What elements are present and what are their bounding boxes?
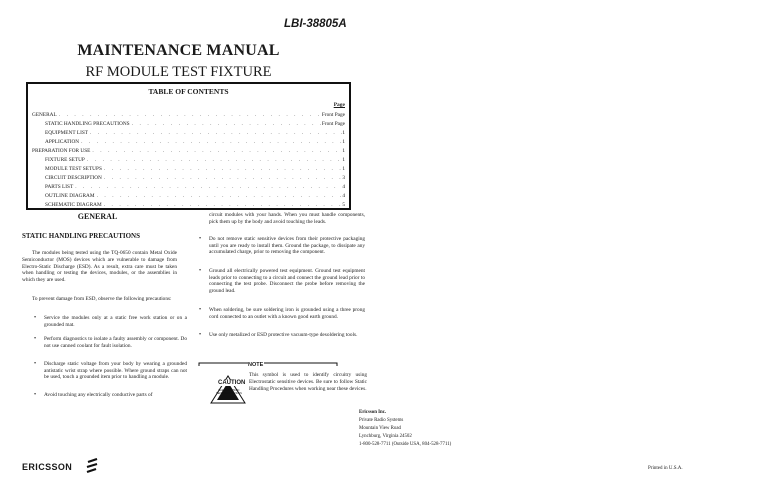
- toc-entry-page: 5: [342, 202, 345, 209]
- caution-subtext: ELECTROSTATIC SENSITIVE DEVICES: [216, 389, 242, 395]
- list-item-text: Discharge static voltage from your body by wearing a grounded antistatic wrist strap where possible. Where ground straps can not be used, touch a grounded item prior to handling a module.: [44, 361, 187, 381]
- list-item: [34, 315, 187, 328]
- toc-entry-label: FIXTURE SETUP: [45, 157, 85, 164]
- toc-entry: [32, 129, 345, 138]
- toc-list: [32, 111, 345, 211]
- toc-heading: TABLE OF CONTENTS: [148, 87, 229, 96]
- toc-entry: [32, 138, 345, 147]
- toc-entry: [32, 192, 345, 201]
- toc-entry-page: Front Page: [321, 112, 345, 118]
- toc-leader-dots: [85, 156, 342, 165]
- toc-entry-label: PREPARATION FOR USE: [32, 148, 91, 155]
- address-line: 1-800-528-7711 (Outside USA, 804-528-7711): [359, 441, 452, 447]
- toc-leader-dots: [79, 138, 342, 147]
- list-item: [199, 268, 365, 294]
- toc-leader-dots: [130, 120, 322, 129]
- toc-entry: [32, 120, 345, 129]
- paragraph-continuation: circuit modules with your hands. When you must handle components, pick them up by the body and avoid touching the leads.: [209, 212, 365, 225]
- toc-page-header: Page: [333, 102, 345, 108]
- ericsson-logo-icon: [86, 458, 98, 474]
- bullet-icon: •: [199, 332, 202, 338]
- toc-entry-label: GENERAL: [32, 112, 57, 118]
- list-item-text: Service the modules only at a static free work station or on a grounded mat.: [44, 315, 187, 328]
- note-text: This symbol is used to identify circuitry using Electrostatic sensitive devices. Be sure to follow Static Handling Procedures when working near these devices.: [249, 372, 367, 392]
- toc-leader-dots: [57, 111, 322, 120]
- list-item-text: Perform diagnostics to isolate a faulty assembly or component. Do not use canned coolant for fault isolation.: [44, 336, 187, 349]
- list-item: [34, 392, 187, 399]
- document-number: LBI-38805A: [284, 18, 347, 30]
- toc-entry: [32, 165, 345, 174]
- list-item: [34, 361, 187, 381]
- page-title: MAINTENANCE MANUAL: [77, 42, 280, 59]
- bullet-icon: •: [34, 361, 37, 367]
- list-item-text: When soldering, be sure soldering iron is grounded using a three prong cord connected to an outlet with a known good earth ground.: [209, 307, 365, 320]
- toc-entry: [32, 147, 345, 156]
- toc-entry: [32, 111, 345, 120]
- toc-leader-dots: [90, 147, 342, 156]
- toc-entry-page: 4: [342, 184, 345, 191]
- toc-entry: [32, 156, 345, 165]
- toc-entry-page: Front Page: [321, 121, 345, 128]
- paragraph-intro: The modules being tested using the TQ-0650 contain Metal Oxide Semiconductor (MOS) devices which are vulnerable to damage from Electro-Static Discharge (ESD). As a result, extra care must be taken when handling or testing the devices, modules, or the assemblies in which they are used.: [22, 250, 177, 284]
- toc-entry-label: SCHEMATIC DIAGRAM: [45, 202, 102, 209]
- toc-entry-label: CIRCUIT DESCRIPTION: [45, 175, 102, 182]
- address-line: Mountain View Road: [359, 425, 401, 431]
- toc-entry: [32, 174, 345, 183]
- toc-leader-dots: [102, 201, 343, 210]
- toc-leader-dots: [102, 165, 342, 174]
- address-line: Lynchburg, Virginia 24502: [359, 433, 412, 439]
- list-item: [199, 236, 365, 256]
- table-of-contents: [26, 82, 351, 210]
- list-item-text: Do not remove static sensitive devices from their protective packaging until you are ready to install them. Ground the package, to dissipate any accumulated charge, prior to removing the component.: [209, 236, 365, 256]
- toc-entry-label: PARTS LIST: [45, 184, 74, 191]
- bullet-icon: •: [34, 315, 37, 321]
- address-line: Private Radio Systems: [359, 417, 404, 423]
- toc-entry-label: APPLICATION: [45, 139, 80, 146]
- toc-entry: [32, 183, 345, 192]
- page-subtitle: RF MODULE TEST FIXTURE: [85, 64, 272, 80]
- list-item: [34, 336, 187, 349]
- list-item: [199, 332, 365, 339]
- toc-entry-page: 3: [342, 175, 345, 182]
- ericsson-logo-text: ERICSSON: [22, 462, 73, 472]
- bullet-icon: •: [199, 307, 202, 313]
- toc-leader-dots: [95, 192, 343, 201]
- list-item-text: Avoid touching any electrically conductive parts of: [44, 392, 153, 398]
- toc-entry: [32, 201, 345, 210]
- bullet-icon: •: [34, 336, 37, 342]
- toc-leader-dots: [102, 174, 342, 183]
- list-item-text: Ground all electrically powered test equipment. Ground test equipment leads prior to connecting to a circuit and connect the ground lead prior to connecting the test probe. Disconnect the probe before removing the ground lead.: [209, 268, 365, 294]
- toc-entry-label: EQUIPMENT LIST: [45, 130, 89, 137]
- toc-entry-page: 1: [342, 139, 345, 146]
- toc-leader-dots: [88, 129, 342, 138]
- list-item: [199, 307, 365, 320]
- toc-entry-page: 1: [342, 148, 345, 155]
- toc-entry-label: MODULE TEST SETUPS: [45, 166, 102, 173]
- caution-label: CAUTION: [218, 380, 246, 386]
- section-heading-static: STATIC HANDLING PRECAUTIONS: [22, 232, 140, 240]
- section-heading-general: GENERAL: [77, 212, 118, 221]
- toc-entry-label: STATIC HANDLING PRECAUTIONS: [45, 121, 130, 128]
- toc-entry-page: 1: [342, 130, 345, 137]
- company-name: Ericsson Inc.: [359, 410, 387, 415]
- toc-entry-page: 1: [342, 166, 345, 173]
- company-address: [359, 409, 451, 449]
- printed-notice: Printed in U.S.A.: [648, 466, 683, 471]
- toc-entry-page: 1: [342, 157, 345, 164]
- note-title: NOTE: [248, 362, 264, 368]
- bullet-icon: •: [34, 392, 37, 398]
- paragraph-precautions: To prevent damage from ESD, observe the following precautions:: [32, 296, 172, 302]
- toc-entry-page: 4: [342, 193, 345, 200]
- toc-entry-label: OUTLINE DIAGRAM: [45, 193, 95, 200]
- toc-leader-dots: [73, 183, 342, 192]
- bullet-icon: •: [199, 236, 202, 242]
- bullet-icon: •: [199, 268, 202, 274]
- list-item-text: Use only metalized or ESD protective vacuum-type desoldering tools.: [209, 332, 358, 338]
